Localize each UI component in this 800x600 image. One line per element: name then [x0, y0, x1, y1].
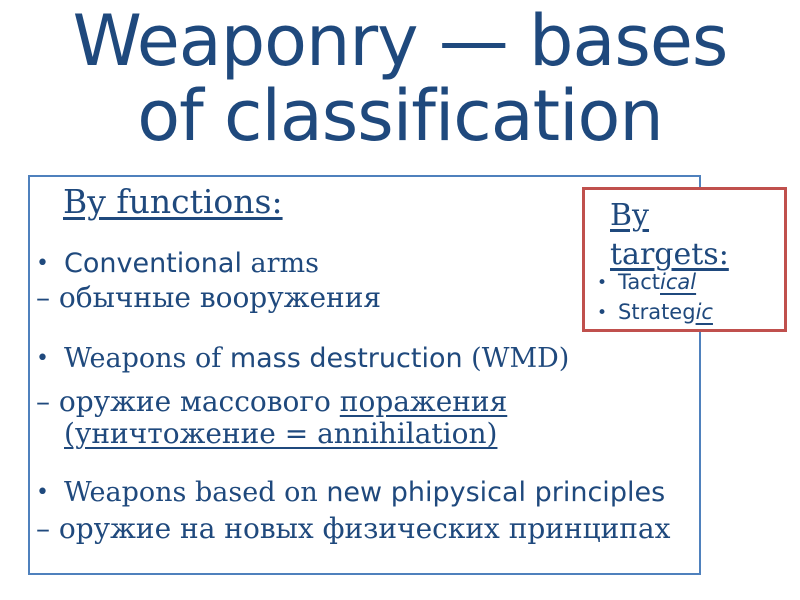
bullet-icon: • — [36, 346, 49, 371]
targets-heading: By targets: — [610, 198, 729, 272]
text-run-underlined: поражения — [339, 385, 508, 418]
text-run-italic-underlined: ical — [660, 270, 697, 294]
functions-item1-ru: – обычные вооружения — [36, 281, 382, 314]
functions-item2-ru — [36, 385, 507, 419]
functions-item1-en — [64, 248, 319, 280]
text-run: Tact — [618, 270, 660, 294]
functions-item3-en — [64, 477, 665, 509]
functions-item2-en — [64, 343, 569, 375]
text-run: Strateg — [618, 300, 696, 324]
bullet-icon: • — [597, 273, 608, 293]
text-run: – оружие массового — [36, 385, 340, 418]
text-run: Conventional — [64, 248, 242, 279]
text-run: arms — [241, 248, 319, 279]
functions-heading: By functions: — [63, 182, 283, 221]
slide-title-line1: Weaponry — bases — [72, 0, 728, 82]
text-run: new phipysical principles — [326, 477, 666, 508]
slide-title — [0, 0, 800, 157]
text-run: (WMD) — [462, 343, 570, 374]
bullet-icon: • — [36, 480, 49, 505]
functions-item2-ru-line2: (уничтожение = annihilation) — [64, 417, 498, 450]
text-run: Weapons of — [64, 343, 230, 374]
functions-item3-ru: – оружие на новых физических принципах — [36, 512, 671, 545]
text-run-italic-underlined: ic — [695, 300, 713, 324]
targets-item1 — [618, 270, 696, 295]
targets-item2 — [618, 300, 713, 325]
slide-title-line2: of classification — [137, 74, 663, 157]
text-run: mass destruction — [229, 343, 463, 374]
text-run: Weapons based on — [64, 477, 327, 508]
bullet-icon: • — [597, 303, 608, 323]
bullet-icon: • — [36, 251, 49, 276]
